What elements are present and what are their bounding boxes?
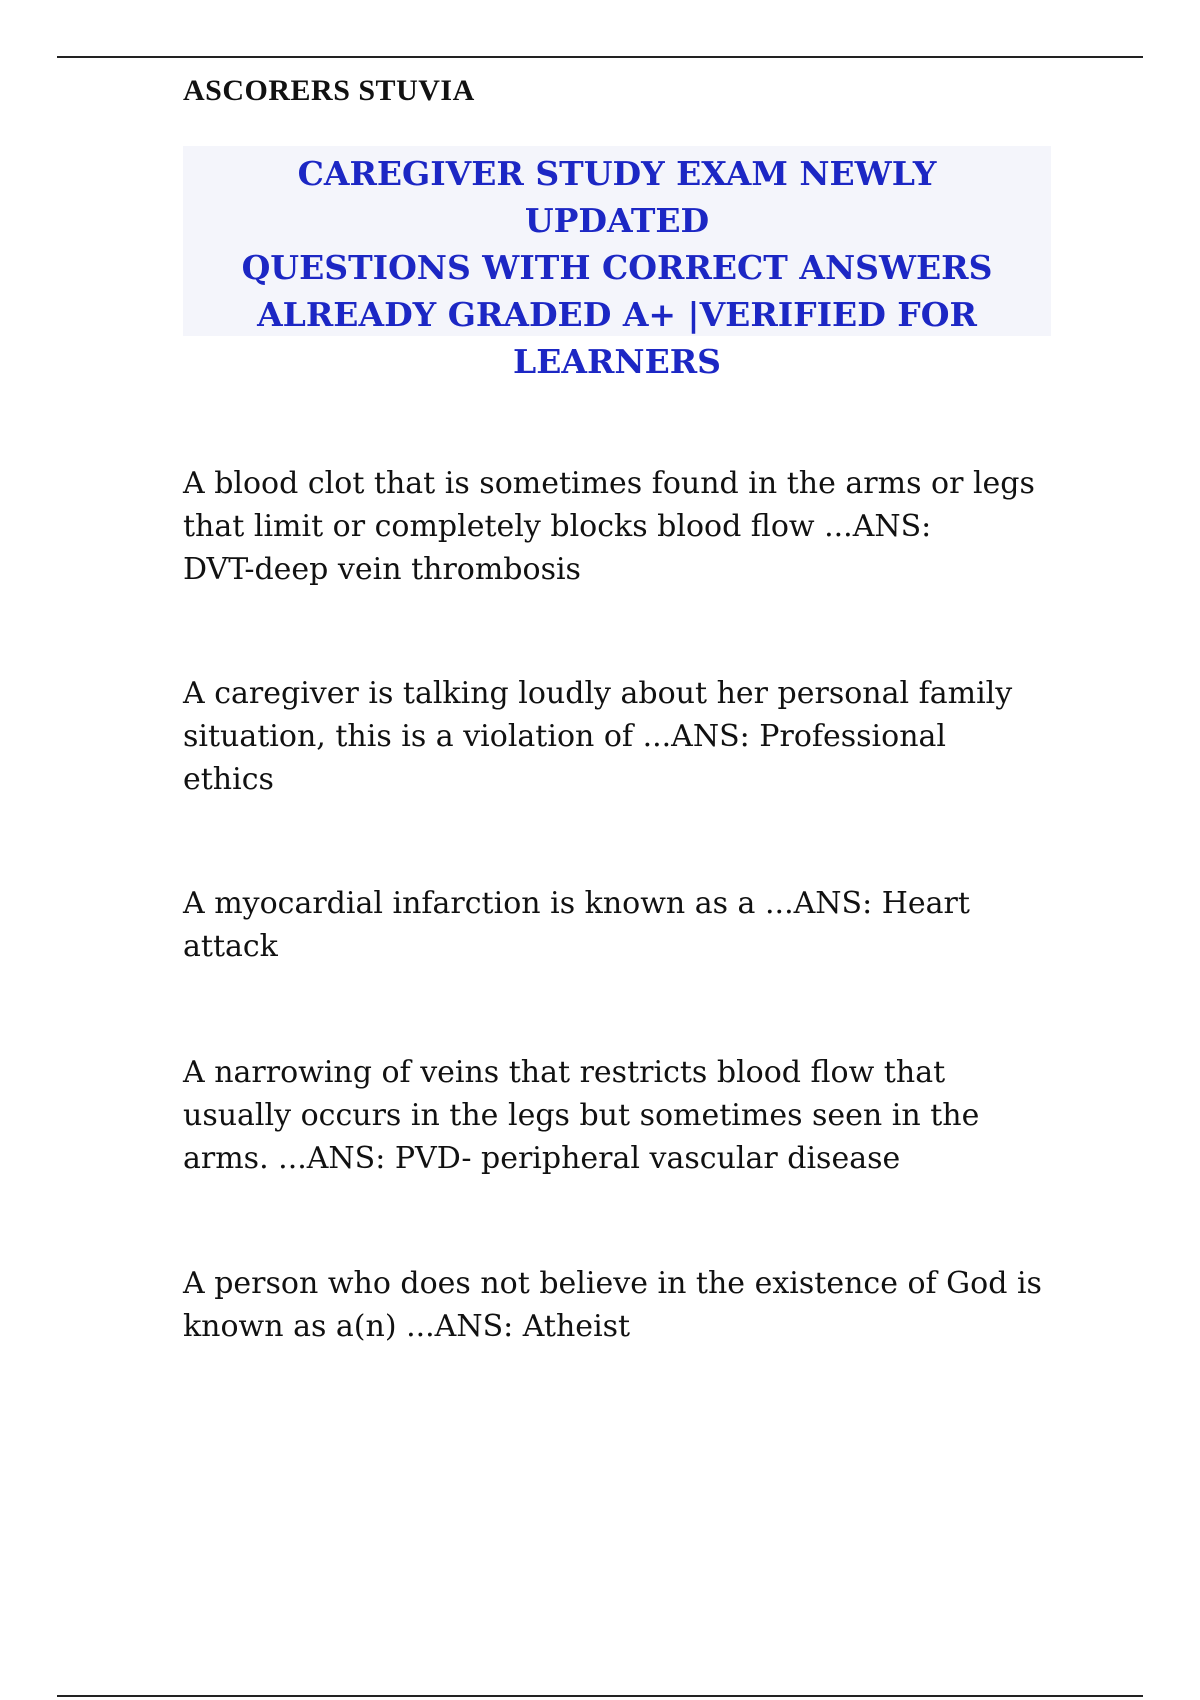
question-2: A caregiver is talking loudly about her personal family situation, this is a violation of [183, 676, 1013, 754]
answer-4: ...ANS: PVD- peripheral vascular disease [278, 1141, 901, 1176]
document-title: CAREGIVER STUDY EXAM NEWLY UPDATED QUESTIONS WITH CORRECT ANSWERS ALREADY GRADED A+ |VERIFIED FOR LEARNERS [241, 154, 993, 381]
qa-item-1 [183, 462, 1063, 591]
top-rule [57, 56, 1143, 58]
title-box [183, 146, 1051, 381]
question-3: A myocardial infarction is known as a [183, 886, 756, 921]
header-label: ASCORERS STUVIA [183, 74, 475, 107]
qa-item-4 [183, 1051, 1063, 1180]
bottom-rule [57, 1695, 1143, 1697]
question-5: A person who does not believe in the existence of God is known as a(n) [183, 1266, 1042, 1344]
qa-item-5 [183, 1262, 1063, 1348]
answer-2: ...ANS: Professional ethics [183, 719, 946, 797]
answer-3: ...ANS: Heart attack [183, 886, 970, 964]
qa-item-2 [183, 672, 1063, 801]
qa-item-3 [183, 882, 1063, 968]
answer-1: ...ANS: DVT-deep vein thrombosis [183, 509, 932, 587]
question-1: A blood clot that is sometimes found in the arms or legs that limit or completely blocks blood flow [183, 466, 1035, 544]
answer-5: ...ANS: Atheist [406, 1309, 631, 1344]
question-4: A narrowing of veins that restricts blood flow that usually occurs in the legs but sometimes seen in the arms. [183, 1055, 980, 1176]
